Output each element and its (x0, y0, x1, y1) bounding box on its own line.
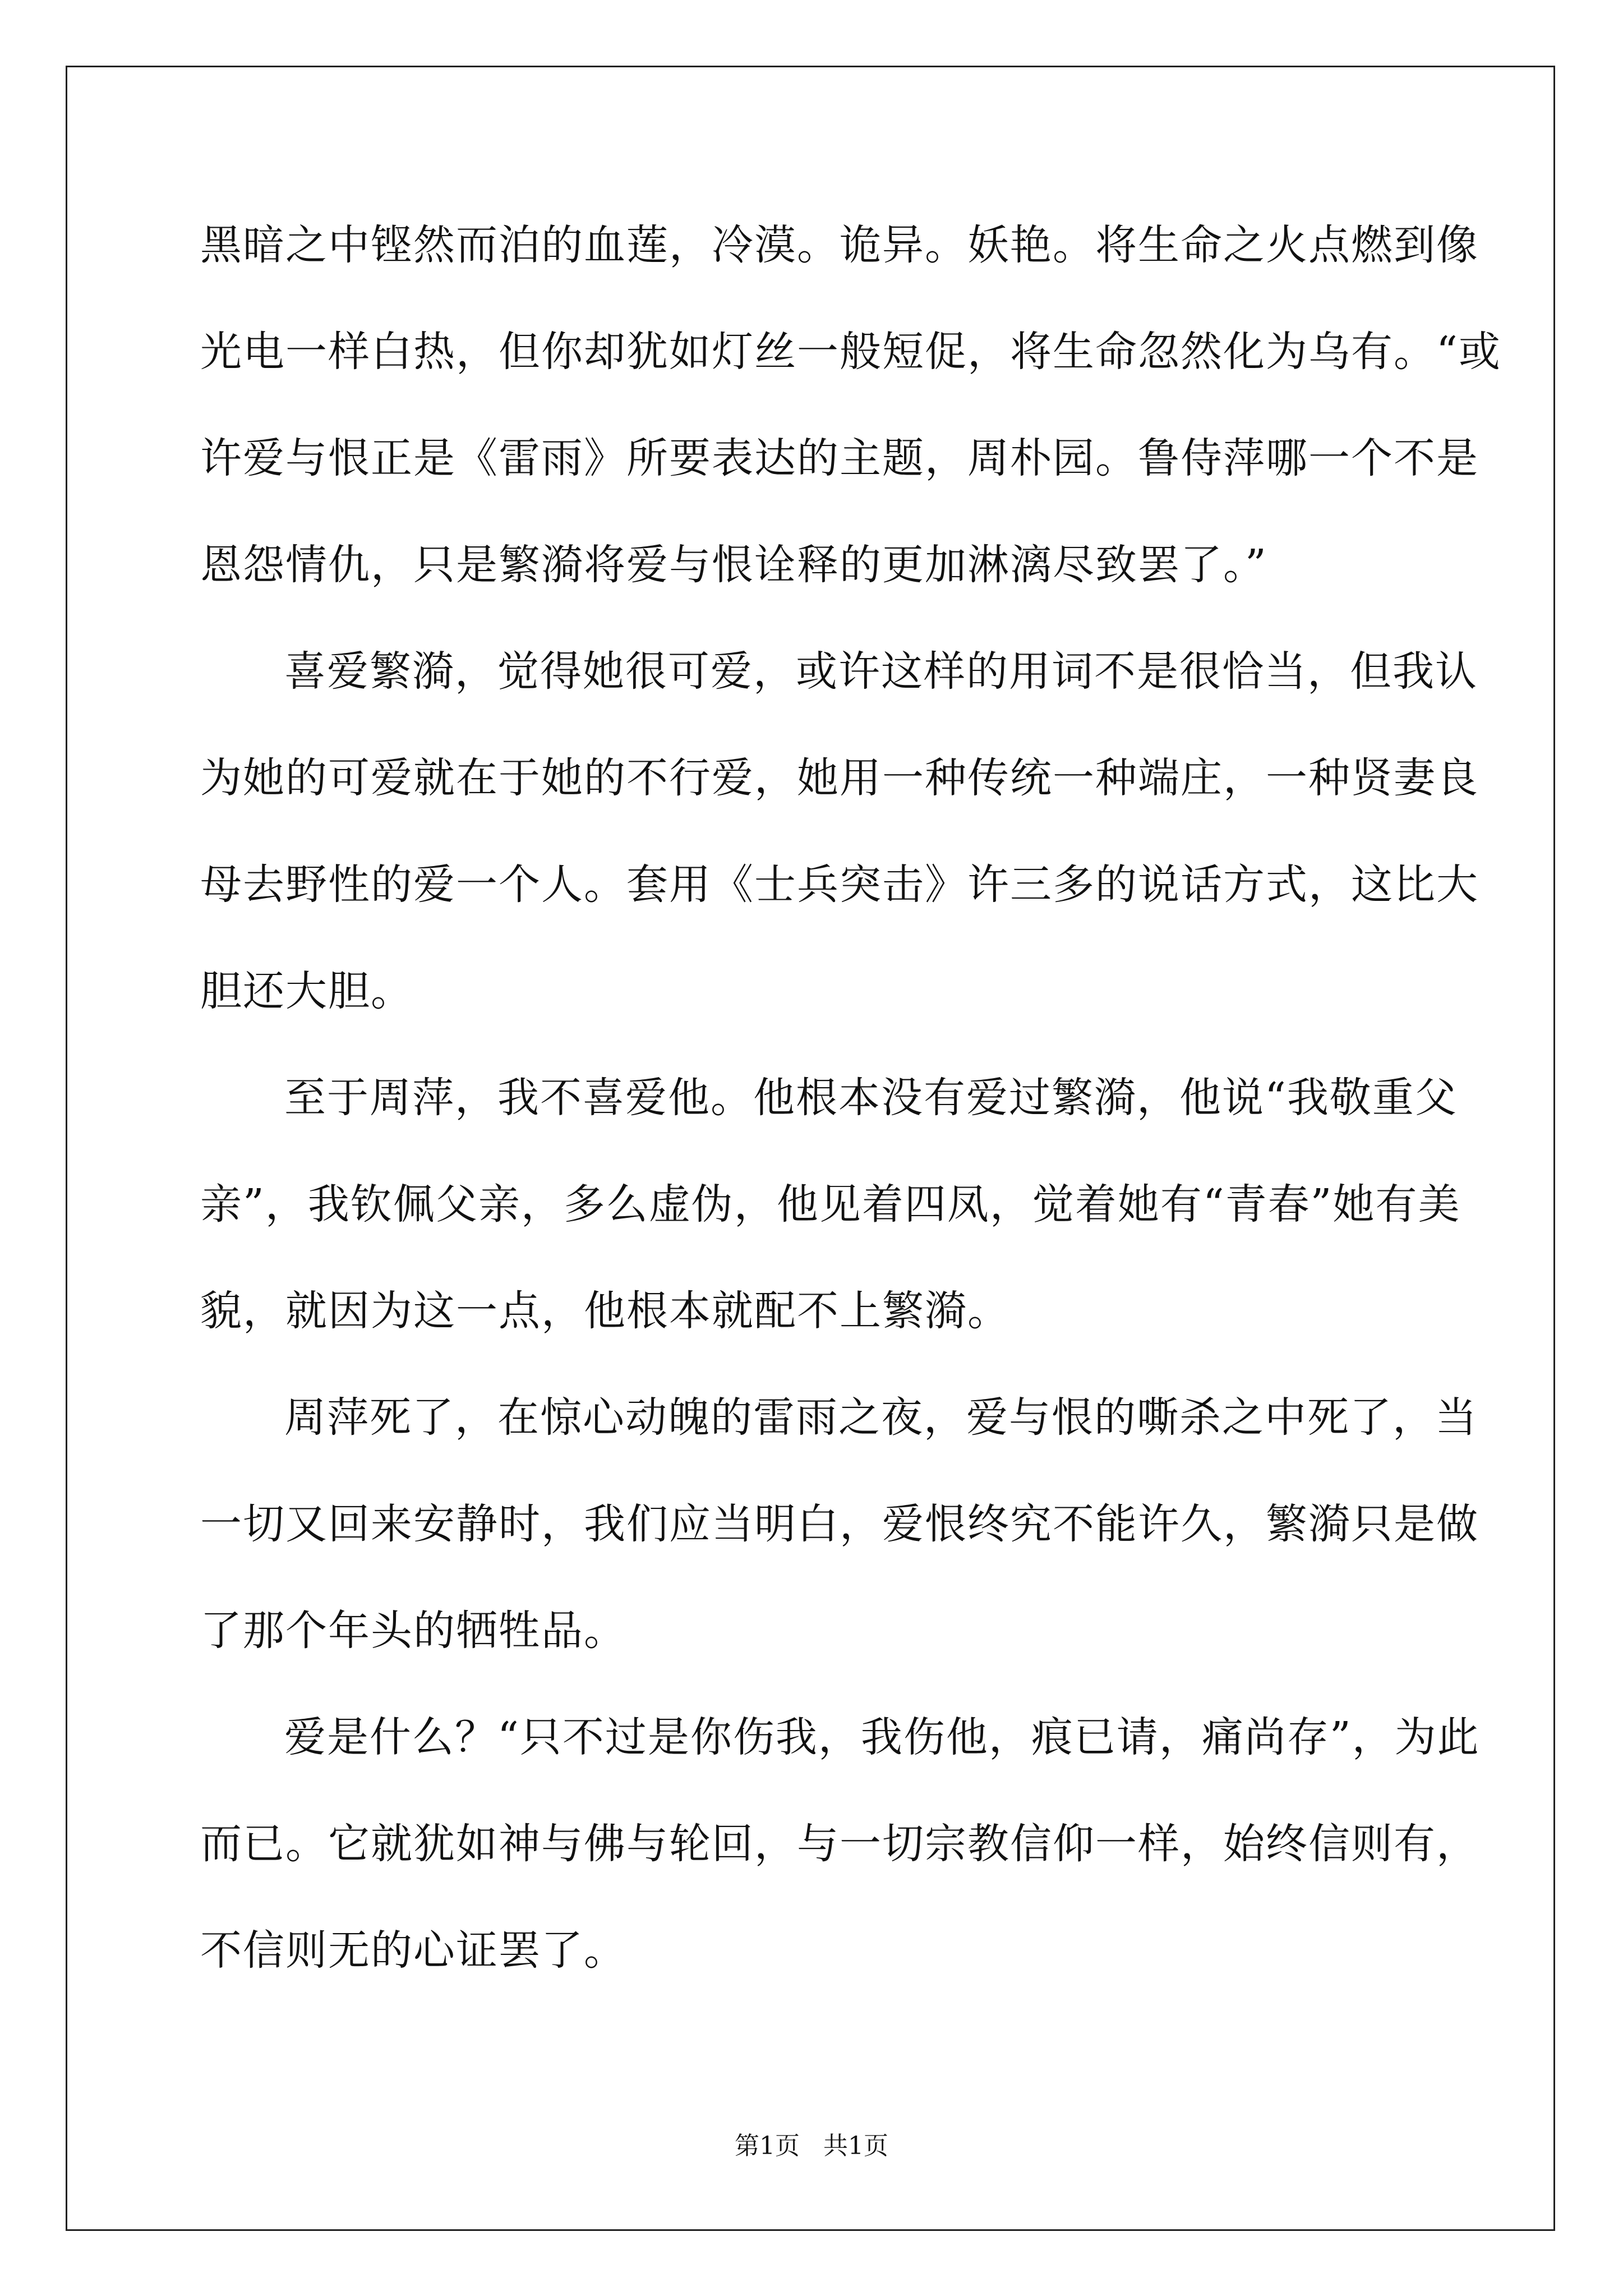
text-line: 周萍死了，在惊心动魄的雷雨之夜，爱与恨的嘶杀之中死了，当 (284, 1393, 1478, 1442)
text-line: 爱是什么？“只不过是你伤我，我伤他，痕已请，痛尚存”，为此 (284, 1713, 1480, 1761)
text-line: 貌，就因为这一点，他根本就配不上繁漪。 (200, 1287, 1010, 1335)
page-footer: 第1页 共1页 (735, 2132, 888, 2160)
document-body (200, 214, 1501, 2026)
text-line: 了那个年头的牺牲品。 (200, 1607, 626, 1655)
text-line: 黑暗之中铿然而泊的血莲，冷漠。诡异。妖艳。将生命之火点燃到像 (200, 221, 1479, 269)
text-line: 母去野性的爱一个人。套用《士兵突击》许三多的说话方式，这比大 (200, 861, 1479, 909)
text-line: 不信则无的心证罢了。 (200, 1926, 626, 1975)
text-line: 一切又回来安静时，我们应当明白，爱恨终究不能许久，繁漪只是做 (200, 1500, 1479, 1548)
text-line: 至于周萍，我不喜爱他。他根本没有爱过繁漪，他说“我敬重父 (284, 1074, 1458, 1122)
text-line: 光电一样白热，但你却犹如灯丝一般短促，将生命忽然化为乌有。“或 (200, 328, 1501, 376)
text-line: 喜爱繁漪，觉得她很可爱，或许这样的用词不是很恰当，但我认 (284, 647, 1478, 696)
text-line: 而已。它就犹如神与佛与轮回，与一切宗教信仰一样，始终信则有， (200, 1820, 1479, 1868)
text-line: 胆还大胆。 (200, 967, 413, 1015)
text-line: 许爱与恨正是《雷雨》所要表达的主题，周朴园。鲁侍萍哪一个不是 (200, 434, 1479, 482)
text-line: 为她的可爱就在于她的不行爱，她用一种传统一种端庄，一种贤妻良 (200, 754, 1479, 802)
text-line: 恩怨情仇，只是繁漪将爱与恨诠释的更加淋漓尽致罢了。” (200, 541, 1267, 589)
text-line: 亲”，我钦佩父亲，多么虚伪，他见着四凤，觉着她有“青春”她有美 (200, 1180, 1461, 1228)
